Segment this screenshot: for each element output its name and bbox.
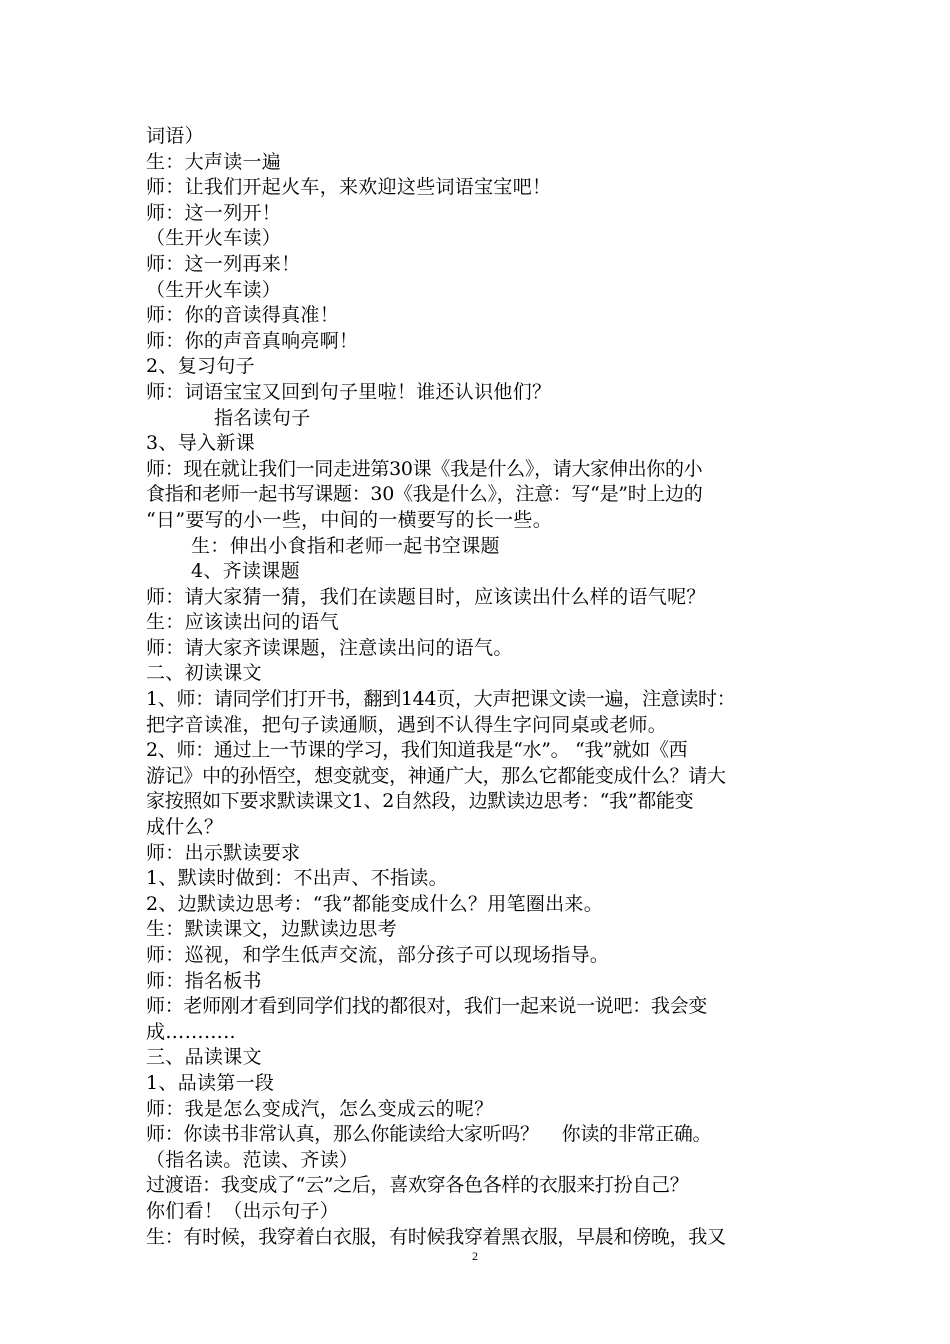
text-line: 生：有时候，我穿着白衣服，有时候我穿着黑衣服，早晨和傍晚，我又 bbox=[146, 1225, 726, 1248]
text-line: 食指和老师一起书写课题：30《我是什么》，注意：写“是”时上边的 bbox=[146, 483, 703, 506]
text-line: 2、边默读边思考：“我”都能变成什么？用笔圈出来。 bbox=[146, 892, 604, 915]
text-line: 把字音读准，把句子读通顺，遇到不认得生字问同桌或老师。 bbox=[146, 713, 668, 736]
text-line: 二、初读课文 bbox=[146, 662, 262, 685]
text-line: 家按照如下要求默读课文1、2自然段，边默读边思考：“我”都能变 bbox=[146, 790, 694, 813]
text-line: 3、导入新课 bbox=[146, 432, 255, 455]
text-line: 生：应该读出问的语气 bbox=[146, 611, 340, 634]
text-line: 过渡语：我变成了“云”之后，喜欢穿各色各样的衣服来打扮自己？ bbox=[146, 1174, 689, 1197]
text-line: 师：请大家猜一猜，我们在读题目时，应该读出什么样的语气呢？ bbox=[146, 585, 706, 608]
text-line: 成……….. bbox=[146, 1020, 236, 1043]
text-line: 三、品读课文 bbox=[146, 1046, 262, 1069]
text-line: 2、师：通过上一节课的学习，我们知道我是“水”。 “我”就如《西 bbox=[146, 739, 688, 762]
text-line: 师：老师刚才看到同学们找的都很对，我们一起来说一说吧：我会变 bbox=[146, 995, 708, 1018]
text-line: （生开火车读） bbox=[146, 227, 282, 250]
page-number: 2 bbox=[472, 1249, 478, 1263]
text-line: 1、默读时做到：不出声、不指读。 bbox=[146, 867, 448, 890]
text-line: 2、复习句子 bbox=[146, 355, 255, 378]
text-line: “日”要写的小一些，中间的一横要写的长一些。 bbox=[146, 508, 553, 531]
lesson-text bbox=[146, 124, 810, 1250]
text-line: 1、品读第一段 bbox=[146, 1071, 275, 1094]
text-line: 师：你读书非常认真，那么你能读给大家听吗？ 你读的非常正确。 bbox=[146, 1123, 712, 1146]
text-line: 成什么？ bbox=[146, 816, 224, 839]
text-line: 师：请大家齐读课题，注意读出问的语气。 bbox=[146, 636, 513, 659]
text-line: （生开火车读） bbox=[146, 278, 282, 301]
text-line: 师：巡视，和学生低声交流，部分孩子可以现场指导。 bbox=[146, 944, 610, 966]
text-line: 游记》中的孙悟空，想变就变，神通广大，那么它都能变成什么？请大 bbox=[146, 764, 726, 787]
text-line: （指名读。范读、齐读） bbox=[146, 1148, 359, 1171]
text-line: 生：大声读一遍 bbox=[146, 150, 282, 173]
text-line: 师：这一列再来！ bbox=[146, 252, 301, 275]
text-line: 师：指名板书 bbox=[146, 969, 262, 992]
text-line: 1、师：请同学们打开书，翻到144页，大声把课文读一遍，注意读时： bbox=[146, 688, 736, 711]
text-line: 4、齐读课题 bbox=[191, 560, 300, 583]
text-line: 师：出示默读要求 bbox=[146, 841, 301, 864]
text-line: 生：默读课文，边默读边思考 bbox=[146, 918, 397, 941]
text-line: 师：词语宝宝又回到句子里啦！谁还认识他们？ bbox=[146, 380, 552, 403]
text-line: 词语） bbox=[146, 125, 204, 147]
text-line: 指名读句子 bbox=[214, 406, 311, 429]
text-line: 你们看！（出示句子） bbox=[146, 1199, 340, 1222]
text-line: 师：你的音读得真准！ bbox=[146, 304, 340, 327]
text-line: 师：现在就让我们一同走进第30课《我是什么》，请大家伸出你的小 bbox=[146, 457, 703, 480]
text-line: 师：我是怎么变成汽，怎么变成云的呢？ bbox=[146, 1097, 494, 1120]
text-line: 师：让我们开起火车，来欢迎这些词语宝宝吧！ bbox=[146, 176, 552, 199]
text-line: 师：你的声音真响亮啊！ bbox=[146, 329, 359, 352]
text-line: 师：这一列开！ bbox=[146, 201, 282, 224]
text-line: 生：伸出小食指和老师一起书空课题 bbox=[191, 534, 500, 557]
